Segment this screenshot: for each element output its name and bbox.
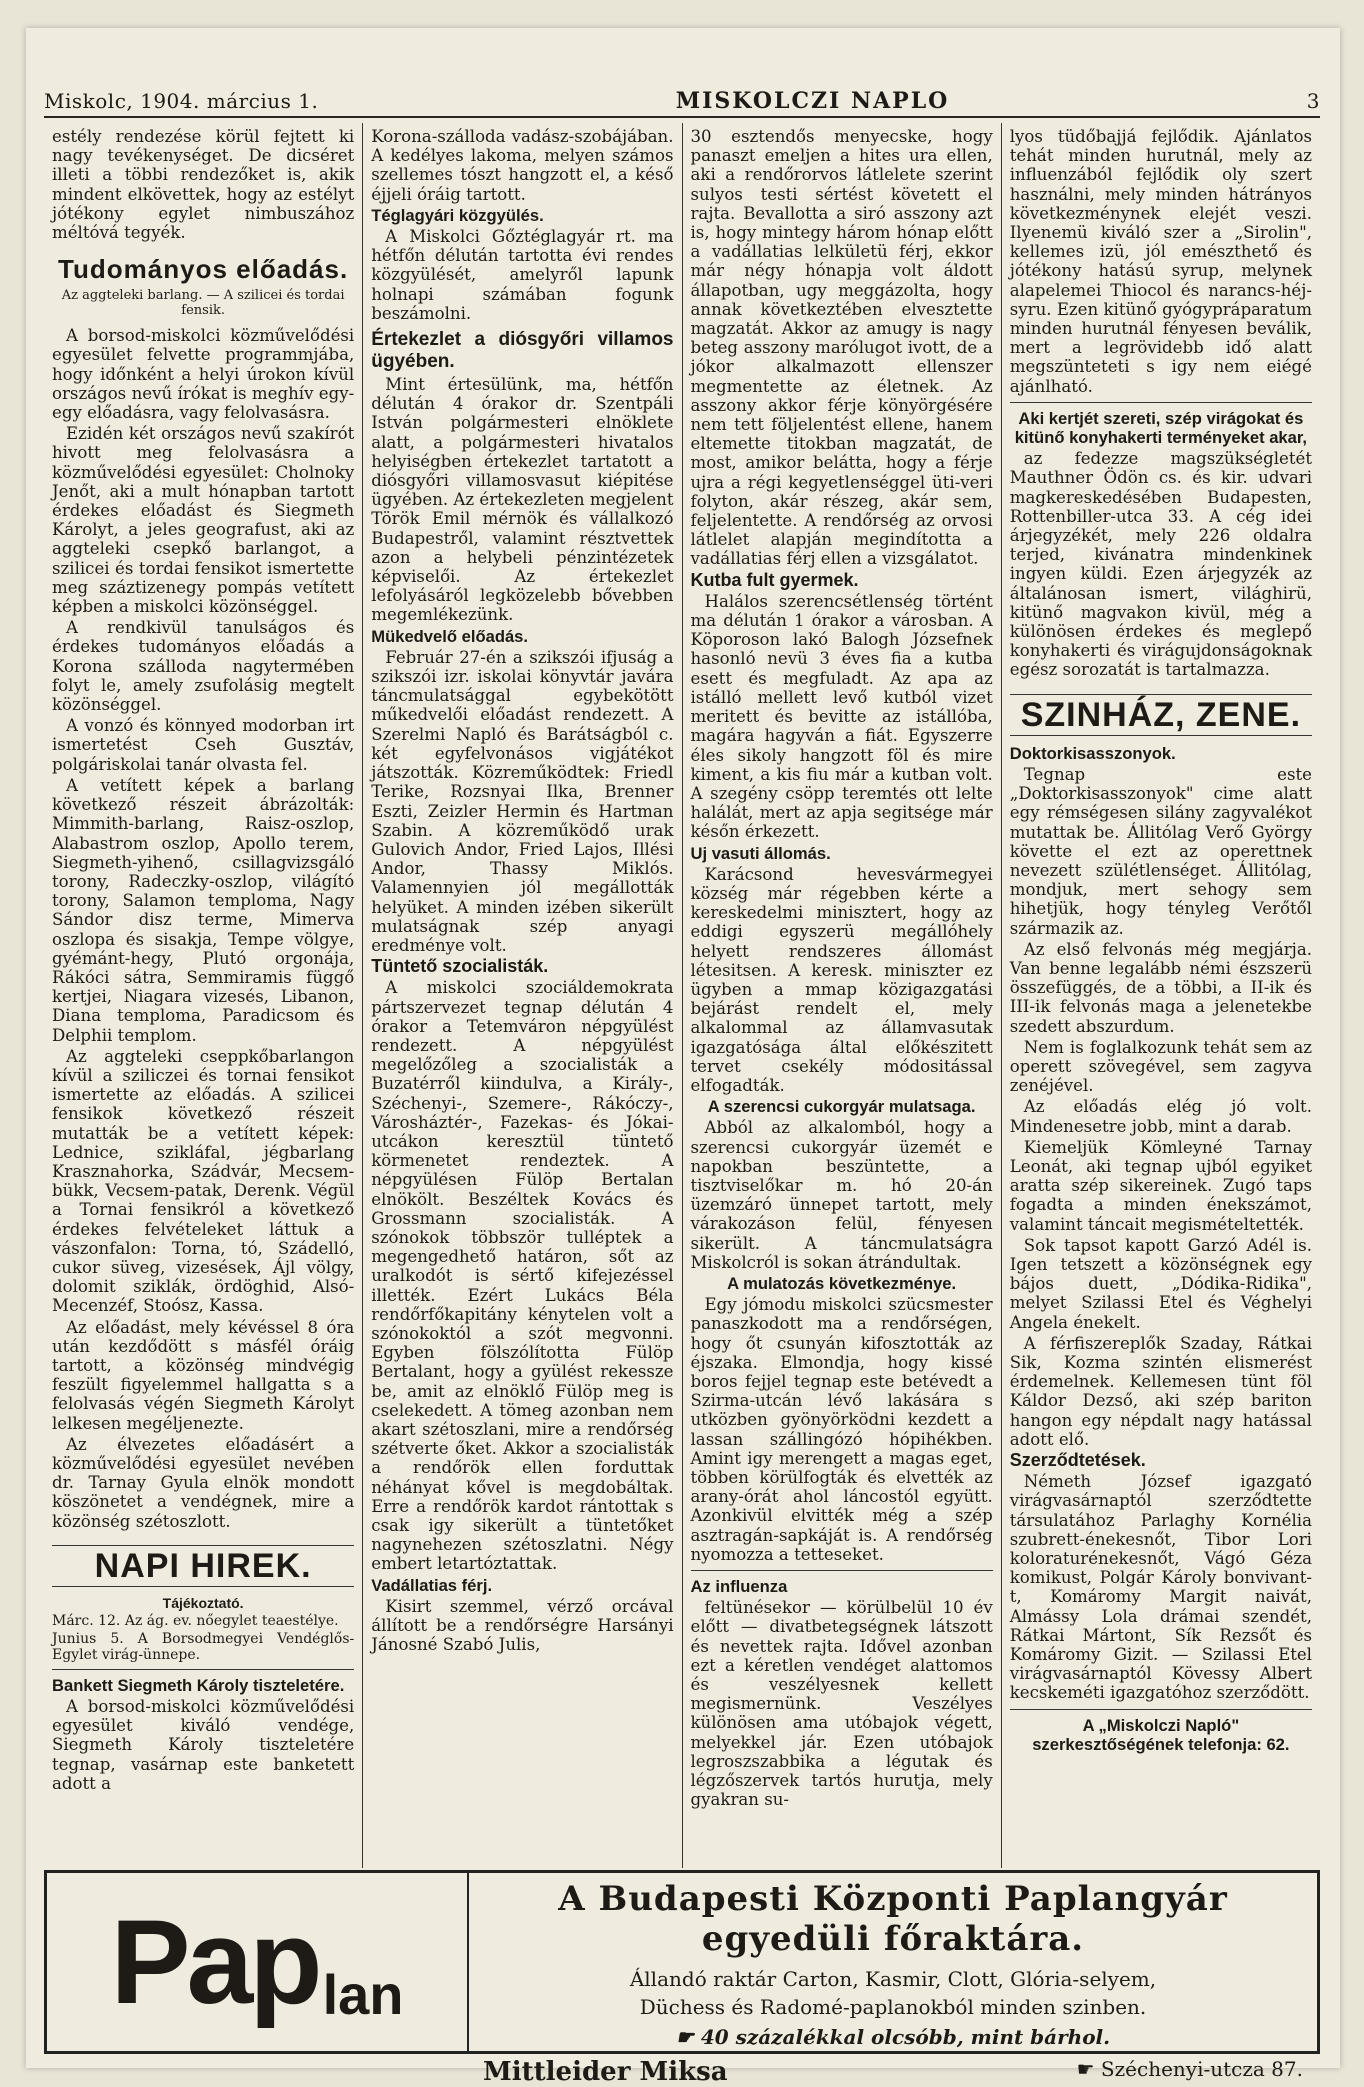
subsection-title: Tájékoztató.	[162, 1594, 244, 1611]
divider	[1010, 402, 1312, 403]
article-heading: Értekezlet a diósgyőri villamos ügyében.	[371, 329, 674, 373]
article-text: Az élvezetes előadásért a közművelődési egyesület nevében dr. Tarnay Gyula elnök mondott köszönetet a vendégnek, mire a közönség szétoszlott.	[52, 1434, 355, 1531]
article-text: Az előadást, mely kévéssel 8 óra után kezdődött s másfél óráig tartott, a közönség mindvégig feszült figyelemmel hallgatta s a felolvasás végén Siegmeth Károlyt lelkesen megéljenezte.	[52, 1317, 355, 1433]
article-text: feltünésekor — körülbelül 10 év előtt — divatbetegségnek látszott és nevettek rajta. Idővel azonban ezt a kéretlen vendéget alattomos és veszélyesnek kellett megismernünk. Veszélyes különösen ama utóbajok végett, melyekkel jár. Ezen utóbajok legroszszabbika a légutak és légzőszervek tartós hurutja, mely gyakran su-	[690, 1598, 993, 1810]
advert-heading: Aki kertjét szereti, szép virágokat és kitünő konyhakerti terményeket akar,	[1014, 408, 1308, 448]
article-text: Kisirt szemmel, vérző orcával állított be a rendőrségre Harsányi Jánosné Szabó Julis,	[371, 1596, 674, 1655]
article-text: estély rendezése körül fejtett ki nagy tevékenységet. De dicséret illeti a többi rendezőket is, akik mindent elkövettek, hogy az estélyt jótékony egylet nimbuszához méltóvá tegyék.	[52, 127, 355, 243]
advert-line: Állandó raktár Carton, Kasmir, Clott, Glória-selyem,	[629, 1967, 1157, 1991]
paplan-advert	[44, 1870, 1320, 2087]
page-header	[44, 86, 1320, 118]
article-text: Abból az alkalomból, hogy a szerencsi cukorgyár üzemét e napokban beszüntette, a tisztviselőkar m. hó 20-án üzemzáró ünnepet tartott, mely várakozáson felül, fényesen sikerült. A táncmulatságra Miskolcról is sokan átrándultak.	[690, 1118, 993, 1272]
article-text: A miskolci szociáldemokrata pártszervezet tegnap délután 4 órakor a Tetemváron népgyülést rendezett. A népgyülést megelőzőleg a szocialisták a Buzatérről kiindulva, a Király-, Széchenyi-, Szemere-, Rákóczy-, Városháztér-, Fazekas- és Jókai-utcákon keresztül tüntető körmenetet rendeztek. A népgyülésen Fülöp Bertalan elnökölt. Beszéltek Kovács és Grossmann szocialisták. A szónokok többször tulléptek a megengedhető határon, sőt az uralkodót is sértő kifejezéssel illették. Ezért Lukács Béla rendőrfőkapitány kénytelen volt a szónokoktól a szót megvonni. Egyben fölszólította Fülöp Bertalant, hogy a gyülést rekessze be, amit az elnöklő Fülöp meg is cselekedett. A tömeg azonban nem akart szétoszlani, mire a rendőrség szétverte őket. Akkor a szocialisták a rendőrök ellen forduttak néhányat kővel is megdobáltak. Erre a rendőrök kardot rántottak s csak igy sikerült a tüntetőket nagynehezen szétoszlatni. Négy embert letartóztattak.	[371, 978, 674, 1574]
logo-text-small: lan	[322, 1963, 404, 2026]
article-heading: Kutba fult gyermek.	[690, 569, 859, 590]
pointing-hand-icon: ☛	[675, 2025, 701, 2049]
article-text: A férfiszereplők Szaday, Rátkai Sik, Kozma szintén elismerést érdemelnek. Kellemesen tünt föl Káldor Dezső, aki szép bariton hangon egy népdalt nagy hatással adott elő.	[1009, 1333, 1312, 1449]
column-2	[363, 123, 682, 1868]
article-heading: Uj vasuti állomás.	[690, 843, 831, 863]
article-text: A borsod-miskolci közművelődési egyesület felvette programmjába, hogy időnként a helyi úrokon kívül országos nevű írókat is meghív egy-egy előadásra, vagy felolvasásra.	[52, 326, 355, 423]
section-title: NAPI HIREK.	[52, 1545, 354, 1587]
article-text: Az aggteleki cseppkőbarlangon kívül a sziliczei és tornai fensikot ismertette az előadás. A szilicei fensikok következő részeit mutatták be a vetített képek: Lednice, szikláfal, jégbarlang Krasznahorka, Szádvár, Mecsem-bükk, Vecsem-patak, Derenk. Végül a Tornai fensikról a következő érdekes felvételeket láttuk a vászonfalon: Torna, tó, Szádelló, cukor süveg, vizesések, Ájl völgy, dolomit sziklák, ördöghid, Alsó-Mecenzéf, Stoósz, Kassa.	[52, 1046, 355, 1316]
section-title: SZINHÁZ, ZENE.	[1010, 694, 1312, 736]
columns	[44, 123, 1320, 1868]
article-text: A rendkivül tanulságos és érdekes tudományos előadás a Korona szálloda nagytermében folyt le, amely zsufolásig megtelt közönséggel.	[52, 618, 355, 715]
article-title: Tudományos előadás.	[58, 254, 349, 285]
advert-footer	[483, 2057, 1303, 2087]
page-number: 3	[1306, 89, 1320, 113]
article-text: Halálos szerencsétlenség történt ma délután 1 órakor a városban. A Köporoson lakó Balogh Józsefnek hasonló nevü 3 éves fia a kutba esett és megfuladt. Az apa az istálló mellett levő kutból vizet meritett és bevitte az istállóba, magára hagyván a fiát. Egyszerre éles sikoly hangzott föl és mire kiment, a kis fiu már a kutban volt. A szegény csöpp teremtés ott lelte halálát, mert az apja segitsége már későn érkezett.	[690, 591, 993, 842]
article-text: Karácsond hevesvármegyei község már régebben kérte a kereskedelmi minisztert, hogy az eddigi egyszerü megállóhely helyett rendszeres állomást létesitsen. A keresk. miniszter ez ügyben a mmap közigazgatási bejárást rendelt el, mely alkalommal az államvasutak igazgatósága által előkészitett tervet csekély módositással elfogadták.	[690, 864, 993, 1095]
article-heading: Vadállatias férj.	[371, 1575, 493, 1595]
article-heading: Az influenza	[690, 1577, 788, 1597]
article-text: A vetített képek a barlang következő részeit ábrázolták: Mimmith-barlang, Raisz-oszlop, Alabastrom oszlop, Apollo terem, Siegmeth-yihenő, csillagvizsgáló torony, Radeczky-oszlop, világító torony, Salamon temploma, Nagy Sándor disz terme, Mimerva oszlopa és sisakja, Tempe völgye, gyémánt-hegy, Plutó orgonája, Rákóci sátra, Semmiramis függő kertjei, Niagara vizesés, Libanon, Diana temploma, Paradicsom és Delphii templom.	[52, 775, 355, 1045]
masthead: MISKOLCZI NAPLO	[675, 88, 950, 114]
article-heading: Doktorkisasszonyok.	[1009, 743, 1176, 763]
article-text: A vonzó és könnyed modorban irt ismertetést Cseh Gusztáv, polgáriskolai tanár olvasta fel.	[52, 716, 355, 774]
column-1	[44, 123, 363, 1868]
advert-merchant: Mittleider Miksa	[483, 2057, 728, 2087]
article-heading: Bankett Siegmeth Károly tiszteletére.	[52, 1675, 345, 1695]
article-heading: Szerződtetések.	[1009, 1450, 1146, 1470]
article-text: Tegnap este „Doktorkisasszonyok" cime alatt egy rémségesen silány zagyvalékot mutattak be. Állitólag Verő György követte el ezt az operettnek nevezett szülétlenséget. Állitólag, mondjuk, mert sehogy sem hihetjük, hogy tényleg Verőtől származik az.	[1009, 764, 1312, 938]
pointing-hand-icon: ☛	[1076, 2057, 1101, 2081]
article-heading: Mükedvelő előadás.	[371, 626, 529, 646]
newspaper-page	[26, 28, 1340, 2087]
column-3	[683, 123, 1002, 1868]
editorial-note: A „Miskolczi Napló" szerkesztőségének telefonja: 62.	[1032, 1715, 1290, 1754]
divider	[1010, 1709, 1312, 1710]
article-text: Kiemeljük Kömleyné Tarnay Leonát, aki tegnap ujból egyiket aratta szép sikereinek. Zugó taps fogadta a minden énekszámot, valamint táncait megismételtették.	[1009, 1137, 1312, 1234]
advert-address: ☛ Széchenyi-utcza 87.	[1076, 2057, 1303, 2081]
article-text: Ezidén két országos nevű szakírót hivott meg felolvasásra a közművelődési egyesület: Cholnoky Jenőt, aki a mult hónapban tartott érdekes előadást és Siegmeth Károlyt, a jeles geografust, aki az aggteleki csepkő barlangot, a szilicei és tordai fensikot ismertette meg száztizenegy pompás vetített képben a miskolci közönséggel.	[52, 424, 355, 617]
divider	[691, 1570, 993, 1571]
article-heading: Tüntető szocialisták.	[371, 956, 549, 977]
article-text: Február 27-én a szikszói ifjuság a szikszói izr. iskolai könyvtár javára táncmulatsággal egybekötött műkedvelői előadást rendezett. A Szerelmi Napló és Barátságból c. két egyfelvonásos vigjátékot játszották. Közreműködtek: Friedl Terike, Rozsnyai Ilka, Brenner Eszti, Zeizler Hermin és Hartman Szabin. A közreműködő urak Gulovich Andor, Fried Lajos, Illési Andor, Thassy Miklós. Valamennyien jól megállották helyüket. A minden izében sikerült mulatságnak szép anyagi eredménye volt.	[371, 647, 674, 955]
article-text: A Miskolci Gőztéglagyár rt. ma hétfőn délután tartotta évi rendes közgyülését, amelyről lapunk holnapi számában fogunk beszámolni.	[371, 227, 674, 323]
advert-price: ☛ 40 százalékkal olcsóbb, mint bárhol.	[675, 2025, 1111, 2049]
article-text: Nem is foglalkozunk tehát sem az operett szövegével, sem zagyva zenéjével.	[1009, 1037, 1312, 1096]
article-text: Németh József igazgató virágvasárnaptól szerződtette társulatához Parlaghy Kornélia szubrett-énekesnőt, Tibor Lori koloraturénekesnőt, Vágó Géza komikust, Polgár Károly bonvivant-t, Komáromy Margit naivát, Almássy Lola drámai szendét, Rátkai Mártont, Sík Rezsőt és Komáromy Gizit. — Szilassi Etel virágvasárnaptól Kövessy Albert kecskeméti igazgatóhoz szerződött.	[1009, 1472, 1312, 1703]
paplan-logo	[47, 1873, 469, 2051]
advert-title: A Budapesti Központi Paplangyár egyedüli főraktára.	[558, 1879, 1228, 1959]
article-text: 30 esztendős menyecske, hogy panaszt emeljen a hites ura ellen, aki a rendőrorvos látlelete szerint sulyos testi sértést követett el rajta. Bevallotta a siró asszony azt is, hogy mintegy három hónap előtt a vadállatias lelkületü férj, ekkor már négy hónapja volt áldott állapotban, ugy meggázolta, hogy annak következtében elvesztette magzatát. Akkor az amugy is nagy beteg asszony marólugot ivott, de a jókor alkalmazott ellenszer megmentette az életnek. Az asszony akkor férje könyörgésére nem tett följelentést ellene, hanem eltemette titokban magzatát, de most, amikor belátta, hogy a férje ujra a régi kegyetlenséggel üti-veri folyton, akár részeg, akár sem, feljelentette. A rendőrség az orvosi látlelet alapján megindította a vadállatias férj ellen a vizsgálatot.	[690, 127, 993, 569]
article-heading: A mulatozás következménye.	[727, 1273, 957, 1293]
article-text: Korona-szálloda vadász-szobájában. A kedélyes lakoma, melyen számos szellemes tószt hangzott el, a késő éjjeli óráig tartott.	[371, 127, 674, 204]
article-text: Mint értesülünk, ma, hétfőn délután 4 órakor dr. Szentpáli István polgármesteri elnöklete alatt, a polgármesteri hivatalos helyiségben értekezlet tartatott a diósgyőri villamosvasut kiépitése ügyében. Az értekezleten megjelent Török Emil mérnök és vállalkozó Budapestről, valamint résztvettek azon a helybeli pénzintézetek képviselői. Az értekezlet lefolyásáról legközelebb bővebben megemlékezünk.	[371, 375, 674, 625]
advert-line: Düchess és Radomé-paplanokból minden szinben.	[639, 1995, 1147, 2019]
header-date: Miskolc, 1904. március 1.	[44, 89, 319, 113]
article-text: Az első felvonás még megjárja. Van benne legalább némi észszerü összefüggés, de a többi, a II-ik és III-ik felvonás maga a jelenetekbe szedett abszurdum.	[1009, 939, 1312, 1036]
advert-body	[469, 1873, 1317, 2087]
article-heading: Téglagyári közgyülés.	[371, 205, 544, 225]
article-text: Sok tapsot kapott Garzó Adél is. Igen tetszett a közönségnek egy bájos duett, „Dódika-Ridika", melyet Szilassi Etel és Véghelyi Angela énekelt.	[1009, 1235, 1312, 1332]
article-text: A borsod-miskolci közművelődési egyesület kiváló vendége, Siegmeth Károly tiszteletére tegnap, vasárnap este banketett adott a	[52, 1697, 355, 1793]
advert-text: az fedezze magszükségletét Mauthner Ödön cs. és kir. udvari magkereskedésében Budapesten, Rottenbiller-utca 33. A cég idei árjegyzékét, mely 226 oldalra terjed, kivánatra mindenkinek ingyen küldi. Ezen árjegyzék az általánosan ismert, világhirü, kitünő magvakon kivül, még a különösen érdekes és meglepő konyhakerti és virágujdonságoknak egész sorozatát is tartalmazza.	[1009, 449, 1312, 680]
article-text: Egy jómodu miskolci szücsmester panaszkodott ma a rendőrségen, hogy őt csunyán kifosztották az éjszaka. Elmondja, hogy kissé boros fejjel tegnap este betévedt a Szirma-utcán lévő lakására s utközben gyönyörködni kezdett a lassan szállingózó hópihékben. Amint igy merengett a magas eget, többen körülfogták és elvették az arany-órát ahol láncostól együtt. Azonkivül elvitték még a szép asztragán-sapkáját is. A rendőrség nyomozza a tetteseket.	[690, 1295, 993, 1564]
column-4	[1002, 123, 1320, 1868]
article-text: Az előadás elég jó volt. Mindenesetre jobb, mint a darab.	[1009, 1097, 1312, 1136]
article-subtitle: Az aggteleki barlang. — A szilicei és tordai fensik.	[61, 288, 345, 319]
calendar-item: Márc. 12. Az ág. ev. nőegylet teaestélye.	[52, 1612, 339, 1629]
article-heading: A szerencsi cukorgyár mulatsaga.	[707, 1097, 976, 1117]
calendar-item: Junius 5. A Borsodmegyei Vendéglős-Egylet virág-ünnepe.	[52, 1630, 355, 1663]
divider	[52, 1669, 354, 1670]
article-text: lyos tüdőbajjá fejlődik. Ajánlatos tehát minden hurutnál, mely az influenzából fejlődik oly szert használni, mely minden hátrányos következménynek elejét veszi. Ilyenemü kiváló szer a „Sirolin", kellemes izü, jól emészthető és jótékony hatású syrup, melynek alapelemei Thiocol és narancs-héj-syru. Ezen kitünő gyógypráparatum minden hurutnál fényesen beválik, mert a legrövidebb idő alatt megszünteteti s igy nem eiégé ajánlható.	[1009, 127, 1312, 396]
logo-text-large: Pap	[110, 1895, 319, 2029]
